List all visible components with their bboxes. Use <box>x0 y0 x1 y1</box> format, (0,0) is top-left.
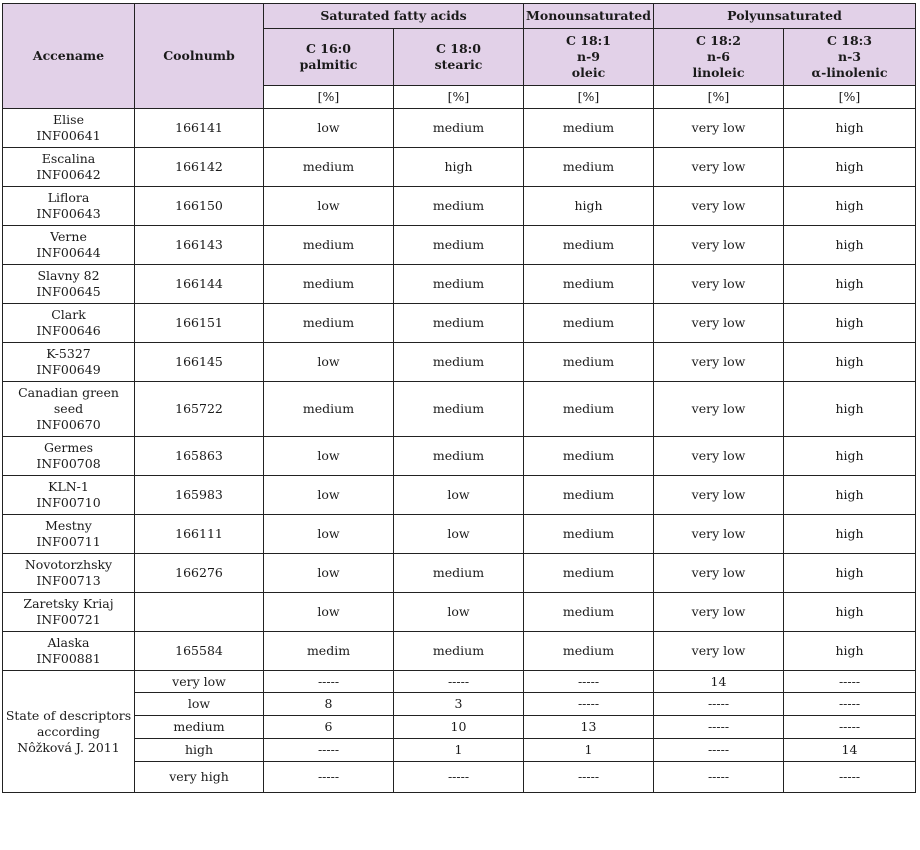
coolnumb-cell: 166142 <box>135 148 264 187</box>
summary-row <box>3 716 916 739</box>
count-cell: ----- <box>264 671 394 693</box>
descriptor-cell: high <box>784 226 916 265</box>
coolnumb-cell: 166151 <box>135 304 264 343</box>
descriptor-cell: medium <box>264 148 394 187</box>
summary-row <box>3 693 916 716</box>
descriptor-cell: high <box>784 515 916 554</box>
descriptor-cell: medium <box>394 343 524 382</box>
descriptor-cell: low <box>264 109 394 148</box>
coolnumb-cell: 166111 <box>135 515 264 554</box>
state-label: very low <box>135 671 264 693</box>
summary-section <box>3 671 916 793</box>
descriptor-cell: medium <box>524 593 654 632</box>
descriptor-cell: high <box>784 476 916 515</box>
unit-cell: [%] <box>264 86 394 109</box>
descriptor-cell: very low <box>654 632 784 671</box>
descriptor-cell: high <box>784 187 916 226</box>
unit-cell: [%] <box>394 86 524 109</box>
summary-row <box>3 739 916 762</box>
descriptor-cell: high <box>784 109 916 148</box>
descriptor-cell: very low <box>654 382 784 437</box>
descriptor-cell: very low <box>654 148 784 187</box>
descriptor-cell: high <box>784 437 916 476</box>
accession-id: INF00708 <box>36 456 101 471</box>
accename-cell <box>3 109 135 148</box>
accession-id: INF00646 <box>36 323 101 338</box>
descriptor-cell: very low <box>654 515 784 554</box>
descriptor-cell: high <box>784 554 916 593</box>
table-row <box>3 382 916 437</box>
descriptor-cell: medium <box>394 265 524 304</box>
accename-cell <box>3 187 135 226</box>
table-row <box>3 343 916 382</box>
column-header-palmitic: C 16:0 palmitic <box>264 29 394 86</box>
descriptor-cell: very low <box>654 226 784 265</box>
table-body <box>3 109 916 671</box>
descriptor-cell: high <box>784 343 916 382</box>
descriptor-cell: low <box>264 437 394 476</box>
table-row <box>3 632 916 671</box>
descriptor-cell: medium <box>524 515 654 554</box>
descriptor-cell: medium <box>524 632 654 671</box>
count-cell: 14 <box>784 739 916 762</box>
fatty-acid-table <box>2 3 916 793</box>
accename-cell <box>3 515 135 554</box>
count-cell: 10 <box>394 716 524 739</box>
descriptor-cell: medium <box>524 382 654 437</box>
column-header-stearic: C 18:0 stearic <box>394 29 524 86</box>
summary-row <box>3 671 916 693</box>
accession-id: INF00643 <box>36 206 101 221</box>
table-row <box>3 476 916 515</box>
descriptor-cell: medium <box>264 265 394 304</box>
descriptor-cell: medium <box>394 632 524 671</box>
descriptor-cell: medium <box>264 382 394 437</box>
count-cell: ----- <box>264 739 394 762</box>
unit-cell: [%] <box>524 86 654 109</box>
descriptor-cell: very low <box>654 265 784 304</box>
count-cell: 3 <box>394 693 524 716</box>
count-cell: ----- <box>654 716 784 739</box>
accession-id: INF00641 <box>36 128 101 143</box>
accession-id: INF00670 <box>36 417 101 432</box>
coolnumb-cell: 165983 <box>135 476 264 515</box>
descriptor-cell: high <box>784 265 916 304</box>
accession-id: INF00642 <box>36 167 101 182</box>
column-header-alpha-linolenic: C 18:3 n-3 α-linolenic <box>784 29 916 86</box>
header-coolnumb: Coolnumb <box>135 4 264 109</box>
unit-cell: [%] <box>784 86 916 109</box>
count-cell: 14 <box>654 671 784 693</box>
table-row <box>3 515 916 554</box>
descriptor-cell: medium <box>394 554 524 593</box>
coolnumb-cell: 166144 <box>135 265 264 304</box>
accession-id: INF00711 <box>36 534 101 549</box>
count-cell: ----- <box>524 671 654 693</box>
count-cell: ----- <box>784 716 916 739</box>
descriptor-cell: medium <box>524 437 654 476</box>
descriptor-cell: very low <box>654 343 784 382</box>
descriptor-cell: very low <box>654 109 784 148</box>
variety-name: Elise <box>53 112 84 127</box>
table-row <box>3 304 916 343</box>
accession-id: INF00644 <box>36 245 101 260</box>
table-row <box>3 226 916 265</box>
coolnumb-cell: 165722 <box>135 382 264 437</box>
count-cell: ----- <box>264 762 394 793</box>
count-cell: 6 <box>264 716 394 739</box>
variety-name: Verne <box>50 229 87 244</box>
column-header-linoleic: C 18:2 n-6 linoleic <box>654 29 784 86</box>
variety-name: K-5327 <box>46 346 91 361</box>
descriptor-cell: low <box>264 554 394 593</box>
count-cell: ----- <box>784 762 916 793</box>
descriptor-cell: medium <box>524 265 654 304</box>
descriptor-cell: medium <box>524 109 654 148</box>
descriptor-cell: high <box>394 148 524 187</box>
state-label: low <box>135 693 264 716</box>
variety-name: Canadian green seed <box>18 385 119 416</box>
descriptor-cell: medium <box>264 304 394 343</box>
accename-cell <box>3 148 135 187</box>
table-row <box>3 265 916 304</box>
variety-name: Zaretsky Kriaj <box>23 596 114 611</box>
unit-cell: [%] <box>654 86 784 109</box>
descriptor-cell: medium <box>524 343 654 382</box>
accename-cell <box>3 593 135 632</box>
accename-cell <box>3 343 135 382</box>
descriptor-cell: low <box>264 187 394 226</box>
variety-name: Clark <box>51 307 86 322</box>
state-label: high <box>135 739 264 762</box>
descriptor-cell: low <box>264 593 394 632</box>
accename-cell <box>3 382 135 437</box>
descriptor-cell: very low <box>654 304 784 343</box>
accename-cell <box>3 437 135 476</box>
count-cell: ----- <box>784 693 916 716</box>
descriptor-cell: very low <box>654 476 784 515</box>
count-cell: ----- <box>654 739 784 762</box>
descriptor-cell: medium <box>524 554 654 593</box>
descriptor-cell: low <box>394 476 524 515</box>
descriptor-cell: very low <box>654 437 784 476</box>
coolnumb-cell <box>135 593 264 632</box>
descriptor-cell: high <box>784 304 916 343</box>
count-cell: 8 <box>264 693 394 716</box>
descriptor-cell: high <box>784 632 916 671</box>
variety-name: KLN-1 <box>48 479 89 494</box>
variety-name: Slavny 82 <box>37 268 100 283</box>
table-row <box>3 109 916 148</box>
coolnumb-cell: 166145 <box>135 343 264 382</box>
coolnumb-cell: 165863 <box>135 437 264 476</box>
header-accename: Accename <box>3 4 135 109</box>
accession-id: INF00881 <box>36 651 101 666</box>
accession-id: INF00721 <box>36 612 101 627</box>
table-row <box>3 593 916 632</box>
count-cell: 13 <box>524 716 654 739</box>
table-row <box>3 437 916 476</box>
descriptor-cell: medium <box>524 226 654 265</box>
descriptor-cell: low <box>394 593 524 632</box>
accename-cell <box>3 476 135 515</box>
coolnumb-cell: 166276 <box>135 554 264 593</box>
count-cell: ----- <box>524 693 654 716</box>
count-cell: ----- <box>394 671 524 693</box>
descriptor-cell: medium <box>394 109 524 148</box>
column-header-oleic: C 18:1 n-9 oleic <box>524 29 654 86</box>
descriptor-cell: medium <box>524 476 654 515</box>
descriptor-cell: medium <box>394 437 524 476</box>
descriptor-cell: medim <box>264 632 394 671</box>
accession-id: INF00645 <box>36 284 101 299</box>
variety-name: Liflora <box>47 190 90 205</box>
accession-id: INF00649 <box>36 362 101 377</box>
variety-name: Germes <box>43 440 94 455</box>
descriptor-cell: very low <box>654 593 784 632</box>
descriptor-cell: medium <box>524 148 654 187</box>
coolnumb-cell: 165584 <box>135 632 264 671</box>
summary-row <box>3 762 916 793</box>
table-row <box>3 187 916 226</box>
table-row <box>3 148 916 187</box>
descriptor-cell: high <box>784 382 916 437</box>
descriptor-cell: medium <box>394 226 524 265</box>
group-polyunsaturated: Polyunsaturated <box>654 4 916 29</box>
state-label: medium <box>135 716 264 739</box>
group-saturated: Saturated fatty acids <box>264 4 524 29</box>
descriptor-cell: low <box>264 476 394 515</box>
coolnumb-cell: 166150 <box>135 187 264 226</box>
accename-cell <box>3 304 135 343</box>
state-label: very high <box>135 762 264 793</box>
descriptor-cell: low <box>394 515 524 554</box>
count-cell: ----- <box>654 693 784 716</box>
accession-id: INF00710 <box>36 495 101 510</box>
descriptor-cell: medium <box>524 304 654 343</box>
descriptor-cell: medium <box>264 226 394 265</box>
count-cell: 1 <box>524 739 654 762</box>
descriptor-cell: low <box>264 515 394 554</box>
accename-cell <box>3 632 135 671</box>
descriptor-cell: high <box>524 187 654 226</box>
descriptor-cell: medium <box>394 304 524 343</box>
count-cell: 1 <box>394 739 524 762</box>
accename-cell <box>3 554 135 593</box>
variety-name: Alaska <box>47 635 90 650</box>
descriptor-cell: medium <box>394 382 524 437</box>
table-row <box>3 554 916 593</box>
accession-id: INF00713 <box>36 573 101 588</box>
summary-label: State of descriptors according Nôžková J. 2011 <box>3 671 135 793</box>
coolnumb-cell: 166141 <box>135 109 264 148</box>
count-cell: ----- <box>524 762 654 793</box>
coolnumb-cell: 166143 <box>135 226 264 265</box>
variety-name: Mestny <box>45 518 92 533</box>
descriptor-cell: very low <box>654 187 784 226</box>
count-cell: ----- <box>394 762 524 793</box>
accename-cell <box>3 265 135 304</box>
count-cell: ----- <box>784 671 916 693</box>
descriptor-cell: low <box>264 343 394 382</box>
count-cell: ----- <box>654 762 784 793</box>
table-header <box>3 4 916 109</box>
variety-name: Escalina <box>41 151 96 166</box>
group-monounsaturated: Monounsaturated <box>524 4 654 29</box>
descriptor-cell: high <box>784 148 916 187</box>
accename-cell <box>3 226 135 265</box>
descriptor-cell: very low <box>654 554 784 593</box>
variety-name: Novotorzhsky <box>24 557 113 572</box>
descriptor-cell: high <box>784 593 916 632</box>
descriptor-cell: medium <box>394 187 524 226</box>
